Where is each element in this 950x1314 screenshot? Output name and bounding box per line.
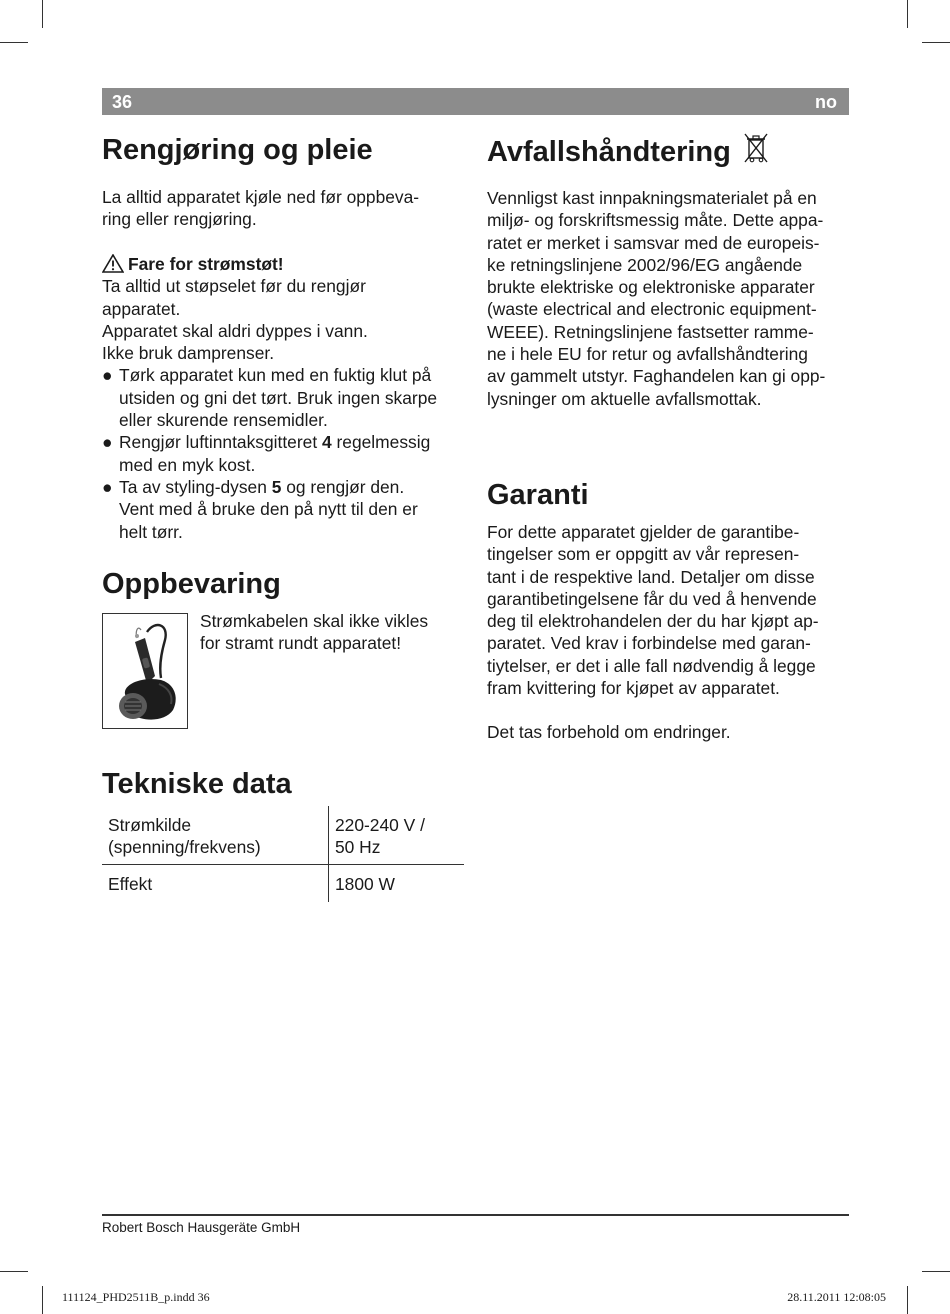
tech-title: Tekniske data [102, 768, 292, 800]
crop-mark [922, 42, 950, 43]
table-cell-label: Effekt [108, 874, 153, 894]
text-line: Apparatet skal aldri dyppes i vann. [102, 320, 368, 341]
table-cell-value: 1800 W [335, 874, 395, 894]
list-item [102, 476, 437, 543]
text-line: For dette apparatet gjelder de garantibe- [487, 522, 800, 542]
text-line: Det tas forbehold om endringer. [487, 722, 731, 742]
crop-mark [907, 0, 908, 28]
text-line: eller skurende rensemidler. [119, 410, 328, 431]
crop-mark [922, 1271, 950, 1272]
text-line: apparatet. [102, 298, 181, 319]
language-code: no [815, 92, 837, 112]
warranty-title: Garanti [487, 479, 589, 511]
tech-data-table [102, 806, 464, 902]
warning-title: Fare for strømstøt! [128, 254, 284, 274]
storage-text [200, 610, 428, 655]
text-line: Ikke bruk damprenser. [102, 343, 275, 364]
text-line: WEEE). Retningslinjene fastsetter ramme- [487, 321, 814, 342]
warranty-note [487, 721, 731, 743]
table-divider [102, 864, 464, 865]
care-intro [102, 186, 419, 231]
bullet-icon: ● [102, 365, 113, 386]
text-line: Strømkabelen skal ikke vikles [200, 611, 429, 631]
text-line: garantibetingelsene får du ved å henvende [487, 588, 817, 609]
text-line: deg til elektrohandelen der du har kjøpt ap- [487, 611, 819, 632]
text-line: Ta av styling-dysen 5 og rengjør den. [119, 476, 405, 497]
text-line: Vent med å bruke den på nytt til den er [119, 499, 418, 520]
care-warning-block [102, 253, 437, 543]
disposal-text [487, 187, 825, 410]
list-item [102, 364, 437, 431]
list-item [102, 431, 437, 476]
table-cell-value: 220-240 V / 50 Hz [335, 815, 425, 858]
crop-mark [907, 1286, 908, 1314]
text-line: Ta alltid ut støpselet før du rengjør [102, 276, 366, 297]
storage-title: Oppbevaring [102, 568, 281, 600]
text-line: tiytelser, er det i alle fall nødvendig å legge [487, 655, 816, 676]
text-line: La alltid apparatet kjøle ned før oppbeva- [102, 187, 420, 207]
text-line: Rengjør luftinntaksgitteret 4 regelmessig [119, 432, 431, 453]
text-line: tant i de respektive land. Detaljer om disse [487, 566, 815, 587]
crop-mark [42, 0, 43, 28]
text-line: ke retningslinjene 2002/96/EG angående [487, 254, 803, 275]
footer-company: Robert Bosch Hausgeräte GmbH [102, 1220, 301, 1235]
table-divider [328, 806, 329, 902]
table-cell-label: Strømkilde (spenning/frekvens) [108, 815, 261, 858]
text-line: Tørk apparatet kun med en fuktig klut på [119, 365, 432, 386]
text-line: brukte elektriske og elektroniske apparater [487, 277, 815, 298]
text-line: miljø- og forskriftsmessig måte. Dette appa- [487, 210, 824, 231]
text-line: lysninger om aktuelle avfallsmottak. [487, 388, 762, 409]
footer-divider [102, 1214, 849, 1216]
text-line: for stramt rundt apparatet! [200, 633, 402, 654]
text-line: paratet. Ved krav i forbindelse med garan- [487, 633, 811, 654]
hair-dryer-icon [103, 614, 187, 728]
crop-mark [0, 42, 28, 43]
text-line: ring eller rengjøring. [102, 209, 257, 230]
text-line: fram kvittering for kjøpet av apparatet. [487, 678, 780, 699]
text-line: Vennligst kast innpakningsmaterialet på en [487, 188, 817, 208]
text-line: utsiden og gni det tørt. Bruk ingen skarpe [119, 387, 438, 408]
text-line: tingelser som er oppgitt av vår represen- [487, 544, 800, 565]
text-line: helt tørr. [119, 521, 183, 542]
page-header-bar [102, 88, 849, 115]
crop-mark [0, 1271, 28, 1272]
bullet-icon: ● [102, 476, 113, 497]
warning-heading [102, 253, 437, 275]
text-line: ratet er merket i samsvar med de europeis- [487, 232, 820, 253]
hair-dryer-illustration [102, 613, 188, 729]
page-number: 36 [112, 92, 133, 112]
text-line: (waste electrical and electronic equipment- [487, 299, 817, 320]
crossed-bin-icon [743, 131, 769, 165]
bullet-icon: ● [102, 432, 113, 453]
disposal-title: Avfallshåndtering [487, 131, 769, 169]
crop-mark [42, 1286, 43, 1314]
print-slug-file: 111124_PHD2511B_p.indd 36 [62, 1290, 210, 1304]
care-title: Rengjøring og pleie [102, 134, 373, 166]
text-line: av gammelt utstyr. Faghandelen kan gi opp- [487, 366, 826, 387]
warranty-text [487, 521, 819, 699]
warning-triangle-icon [102, 254, 124, 273]
text-line: med en myk kost. [119, 454, 256, 475]
text-line: ne i hele EU for retur og avfallshåndtering [487, 344, 808, 365]
print-slug-date: 28.11.2011 12:08:05 [787, 1290, 886, 1304]
